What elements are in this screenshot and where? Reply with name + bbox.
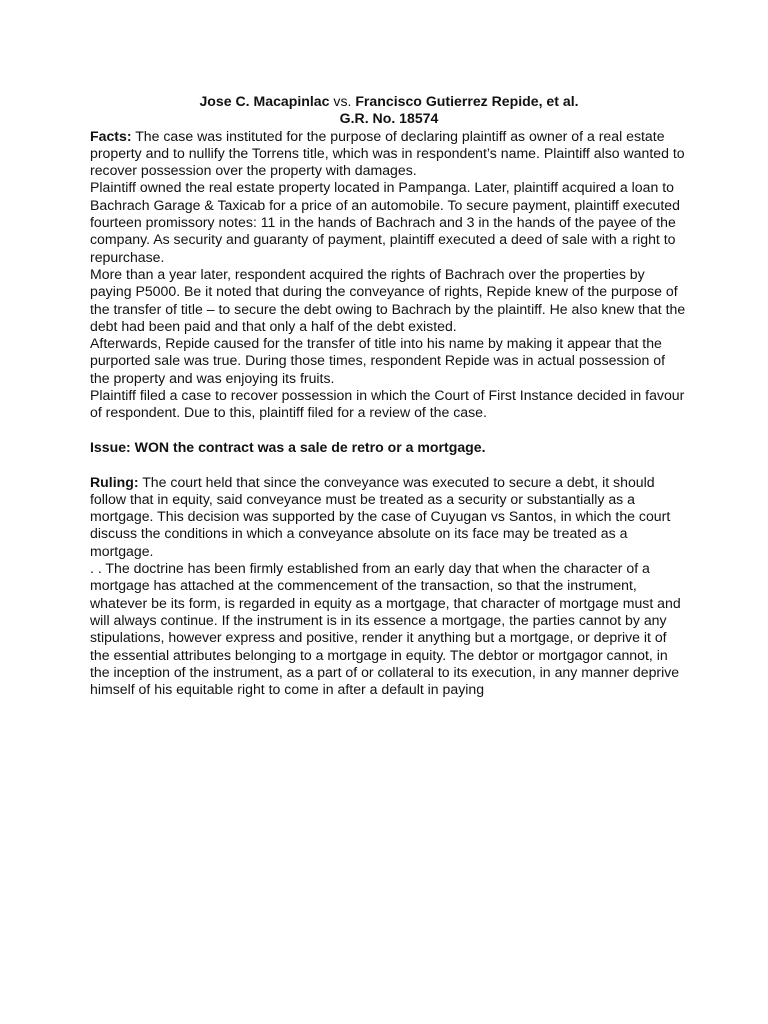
facts-paragraph-2: Plaintiff owned the real estate property located in Pampanga. Later, plaintiff acquired a loan to Bachrach Garage & Taxicab for a price of an automobile. To secure payment, plaintiff executed fourteen promissory notes: 11 in the hands of Bachrach and 3 in the hands of the payee of the company. As security and guaranty of payment, plaintiff executed a deed of sale with a right to repurchase. xyxy=(90,179,680,265)
versus-text: vs. xyxy=(333,93,352,109)
facts-paragraph-1 xyxy=(90,128,688,180)
plaintiff-name: Jose C. Macapinlac xyxy=(199,93,330,109)
issue-statement: Issue: WON the contract was a sale de retro or a mortgage. xyxy=(90,438,486,455)
defendant-name: Francisco Gutierrez Repide, et al. xyxy=(355,93,579,109)
case-digest-page xyxy=(90,93,688,698)
facts-paragraph-4: Afterwards, Repide caused for the transfer of title into his name by making it appear that the purported sale was true. During those times, respondent Repide was in actual possession of the property and was enjoying its fruits. xyxy=(90,335,666,386)
gr-number: G.R. No. 18574 xyxy=(339,110,439,127)
ruling-paragraph-1 xyxy=(90,474,688,560)
facts-paragraph-3: More than a year later, respondent acquired the rights of Bachrach over the properties by paying P5000. Be it noted that during the conveyance of rights, Repide knew of the purpose of the transfer of title – to secure the debt owing to Bachrach by the plaintiff. He also knew that the debt had been paid and that only a half of the debt existed. xyxy=(90,265,686,334)
facts-paragraph-5: Plaintiff filed a case to recover possession in which the Court of First Instance decided in favour of respondent. Due to this, plaintiff filed for a review of the case. xyxy=(90,387,685,421)
case-title xyxy=(90,93,688,110)
section-spacer xyxy=(90,456,688,473)
facts-label: Facts: xyxy=(90,127,132,144)
ruling-text-1: The court held that since the conveyance was executed to secure a debt, it should follow that in equity, said conveyance must be treated as a security or substantially as a mortgage. This decision was supported by the case of Cuyugan vs Santos, in which the court discuss the conditions in which a conveyance absolute on its face may be treated as a mortgage. xyxy=(90,473,671,559)
ruling-label: Ruling: xyxy=(90,473,139,490)
section-spacer xyxy=(90,422,688,439)
facts-text-1: The case was instituted for the purpose of declaring plaintiff as owner of a real estate property and to nullify the Torrens title, which was in respondent’s name. Plaintiff also wanted to recover possession over the property with damages. xyxy=(90,127,685,179)
ruling-paragraph-2: . . The doctrine has been firmly established from an early day that when the character of a mortgage has attached at the commencement of the transaction, so that the instrument, whatever be its form, is regarded in equity as a mortgage, that character of mortgage must and will always continue. If the instrument is in its essence a mortgage, the parties cannot by any stipulations, however express and positive, render it anything but a mortgage, or deprive it of the essential attributes belonging to a mortgage in equity. The debtor or mortgagor cannot, in the inception of the instrument, as a part of or collateral to its execution, in any manner deprive himself of his equitable right to come in after a default in paying xyxy=(90,560,681,698)
